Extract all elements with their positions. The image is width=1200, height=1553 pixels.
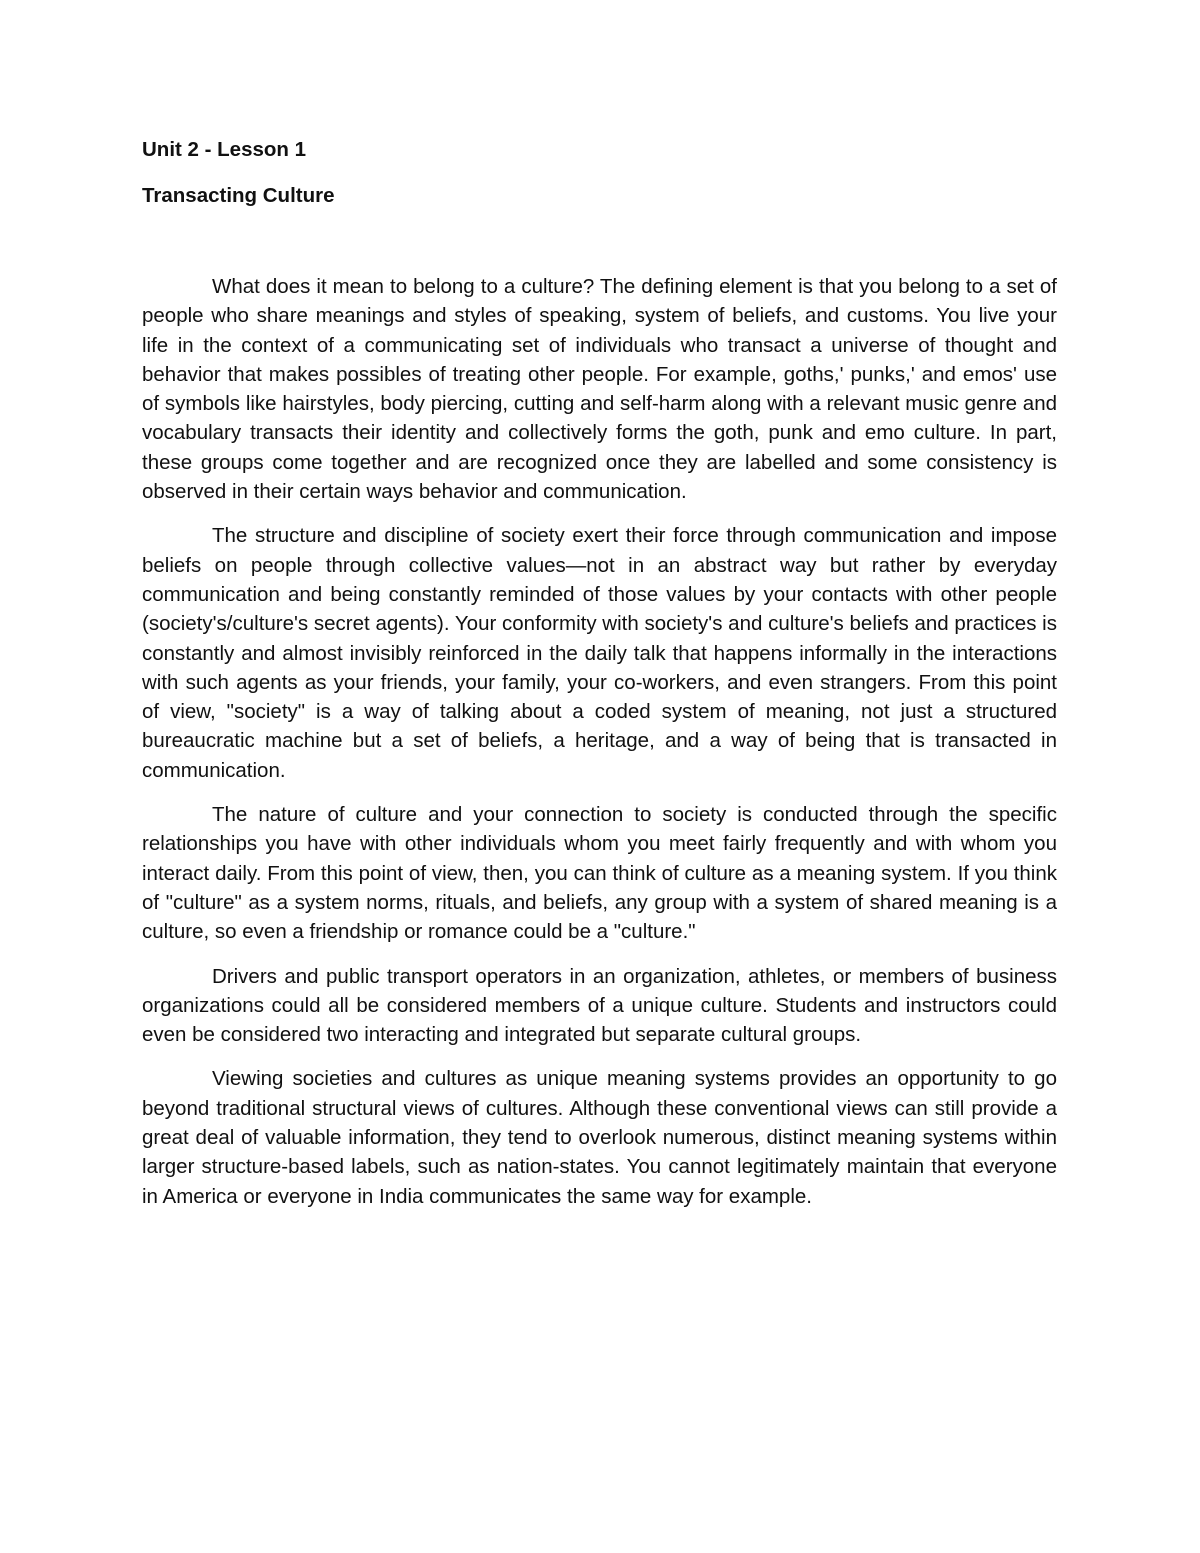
lesson-title: Transacting Culture bbox=[142, 184, 335, 207]
unit-heading: Unit 2 - Lesson 1 bbox=[142, 138, 307, 161]
paragraph-4: Drivers and public transport operators in an organization, athletes, or members of business organizations could all be considered members of a unique culture. Students and instructors could even be considered two interacting and integrated but separate cultural groups. bbox=[142, 964, 1057, 1047]
paragraph-2: The structure and discipline of society exert their force through communication and impose beliefs on people through collective values—not in an abstract way but rather by everyday communication and being constantly reminded of those values by your contacts with other people (society's/culture's secret agents). Your conformity with society's and culture's beliefs and practices is constantly and almost invisibly reinforced in the daily talk that happens informally in the interactions with such agents as your friends, your family, your co-workers, and even strangers. From this point of view, "society" is a way of talking about a coded system of meaning, not just a structured bureaucratic machine but a set of beliefs, a heritage, and a way of being that is transacted in communication. bbox=[142, 524, 1057, 782]
paragraph-1: What does it mean to belong to a culture? The defining element is that you belong to a set of people who share meanings and styles of speaking, system of beliefs, and customs. You live your life in the context of a communicating set of individuals who transact a universe of thought and behavior that makes possibles of treating other people. For example, goths,' punks,' and emos' use of symbols like hairstyles, body piercing, cutting and self-harm along with a relevant music genre and vocabulary transacts their identity and collectively forms the goth, punk and emo culture. In part, these groups come together and are recognized once they are labelled and some consistency is observed in their certain ways behavior and communication. bbox=[142, 275, 1057, 504]
paragraph-5: Viewing societies and cultures as unique meaning systems provides an opportunity to go beyond traditional structural views of cultures. Although these conventional views can still provide a great deal of valuable information, they tend to overlook numerous, distinct meaning systems within larger structure-based labels, such as nation-states. You cannot legitimately maintain that everyone in America or everyone in India communicates the same way for example. bbox=[142, 1067, 1057, 1208]
document-body bbox=[142, 136, 1057, 1226]
paragraph-3: The nature of culture and your connection to society is conducted through the specific relationships you have with other individuals whom you meet fairly frequently and with whom you interact daily. From this point of view, then, you can think of culture as a meaning system. If you think of "culture" as a system norms, rituals, and beliefs, any group with a system of shared meaning is a culture, so even a friendship or romance could be a "culture." bbox=[142, 803, 1057, 944]
